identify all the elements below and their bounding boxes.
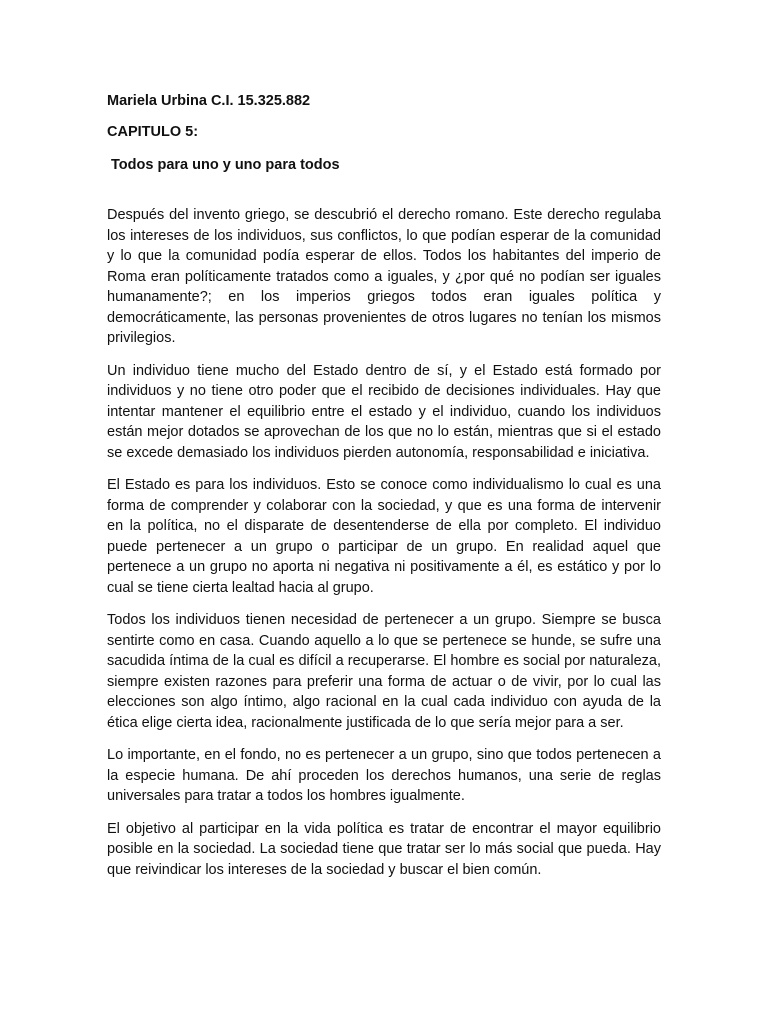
paragraph-5: Lo importante, en el fondo, no es pertenecer a un grupo, sino que todos pertenecen a la especie humana. De ahí proceden los derechos humanos, una serie de reglas universales para tratar a todos los hombres igualmente. — [107, 747, 661, 804]
author-line: Mariela Urbina C.I. 15.325.882 — [107, 93, 311, 109]
paragraph-4: Todos los individuos tienen necesidad de pertenecer a un grupo. Siempre se busca sentirte como en casa. Cuando aquello a lo que se pertenece se hunde, se sufre una sacudida íntima de la cual es difícil a recuperarse. El hombre es social por naturaleza, siempre existen razones para preferir una forma de actuar o de vivir, por lo cual las elecciones son algo íntimo, algo racional en la cual cada individuo con ayuda de la ética elige cierta idea, racionalmente justificada de lo que sería mejor para a ser. — [107, 612, 661, 731]
paragraph-6: El objetivo al participar en la vida política es tratar de encontrar el mayor equilibrio posible en la sociedad. La sociedad tiene que tratar ser lo más social que pueda. Hay que reivindicar los intereses de la sociedad y buscar el bien común. — [107, 820, 661, 878]
chapter-heading: CAPITULO 5: — [107, 124, 199, 140]
document-page — [107, 92, 661, 892]
paragraph-1: Después del invento griego, se descubrió el derecho romano. Este derecho regulaba los intereses de los individuos, sus conflictos, lo que podían esperar de la comunidad y lo que la comunidad podía esperar de ellos. Todos los habitantes del imperio de Roma eran políticamente tratados como a iguales, y ¿por qué no podían ser iguales humanamente?; en los imperios griegos todos eran iguales política y democráticamente, las personas provenientes de otros lugares no tenían los mismos privilegios. — [107, 207, 661, 346]
paragraph-2: Un individuo tiene mucho del Estado dentro de sí, y el Estado está formado por individuos y no tiene otro poder que el recibido de decisiones individuales. Hay que intentar mantener el equilibrio entre el estado y el individuo, cuando los individuos están mejor dotados se aprovechan de los que no lo están, mientras que si el estado se excede demasiado los individuos pierden autonomía, responsabilidad e iniciativa. — [107, 362, 661, 461]
chapter-subtitle: Todos para uno y uno para todos — [107, 157, 340, 173]
paragraph-3: El Estado es para los individuos. Esto se conoce como individualismo lo cual es una forma de comprender y colaborar con la sociedad, y que es una forma de intervenir en la política, no el disparate de desentenderse de ella por completo. El individuo puede pertenecer a un grupo o participar de un grupo. En realidad aquel que pertenece a un grupo no aporta ni negativa ni positivamente a él, es estático y por lo cual se tiene cierta lealtad hacia al grupo. — [107, 477, 661, 596]
